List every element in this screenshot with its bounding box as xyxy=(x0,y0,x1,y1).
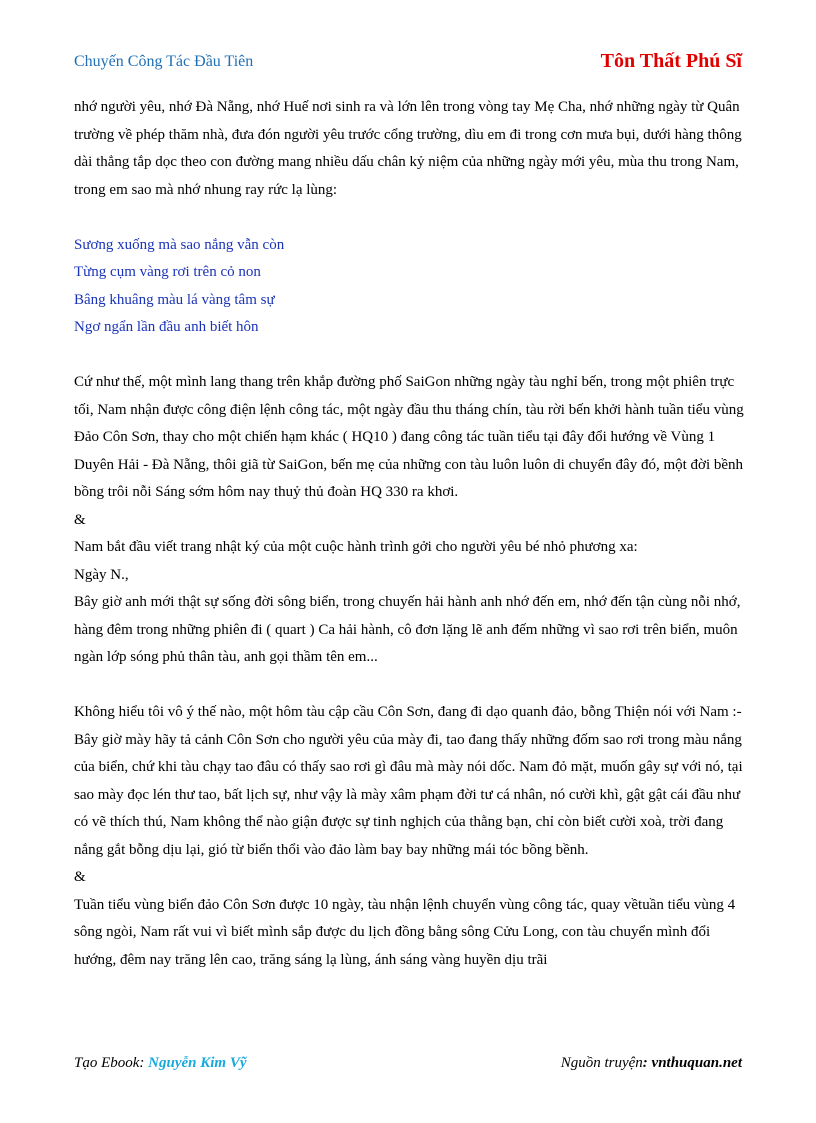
blank-line xyxy=(74,204,746,232)
ebook-creator-name: Nguyễn Kim Vỹ xyxy=(148,1055,247,1071)
poem-line-2: Từng cụm vàng rơi trên cỏ non xyxy=(74,264,261,280)
paragraph-1: nhớ người yêu, nhớ Đà Nẵng, nhớ Huế nơi sinh ra và lớn lên trong vòng tay Mẹ Cha, nhớ những ngày từ Quân trường về phép thăm nhà, đưa đón người yêu trước cổng trường, dìu em đi trong cơn mưa bụi, dưới hàng thông dài thẳng tắp dọc theo con đường mang nhiều dấu chân kỷ niệm của những ngày mới yêu, mùa thu trong Nam, trong em sao mà nhớ nhung ray rức lạ lùng: xyxy=(74,99,742,198)
source-site-link[interactable]: vnthuquan.net xyxy=(651,1055,742,1071)
separator-ampersand: & xyxy=(74,869,86,885)
ebook-label: Tạo Ebook xyxy=(74,1055,140,1071)
separator-ampersand: & xyxy=(74,511,86,528)
source-separator: : xyxy=(642,1055,652,1071)
blank-line xyxy=(74,672,746,700)
source-label: Nguồn truyện xyxy=(560,1055,643,1071)
story-body xyxy=(74,94,746,974)
diary-date: Ngày N., xyxy=(74,566,129,583)
header-author-name: Tôn Thất Phú Sĩ xyxy=(600,50,742,72)
poem xyxy=(74,232,746,342)
poem-line-4: Ngơ ngẩn lần đầu anh biết hôn xyxy=(74,319,259,335)
paragraph-6: Không hiểu tôi vô ý thế nào, một hôm tàu cập cầu Côn Sơn, đang đi dạo quanh đảo, bỗng Thiện nói với Nam :- Bây giờ mày hãy tả cảnh Côn Sơn cho người yêu của mày đi, tao đang thấy những đốm sao rơi trong màu nắng của biển, chứ khi tàu chạy tao đâu có thấy sao rơi gì đâu mà mày nói dốc. Nam đỏ mặt, muốn gây sự với nó, tại sao mày đọc lén thư tao, bất lịch sự, như vậy là mày xâm phạm đời tư cá nhân, nó cười khì, gật gật cái đầu như có vẽ thích thú, Nam không thể nào giận được sự tinh nghịch của thằng bạn, chỉ còn biết cười xoà, trời đang nắng gắt bỗng dịu lại, gió từ biển thổi vào đảo làm bay bay những mái tóc bồng bềnh. xyxy=(74,704,743,858)
header-story-title: Chuyến Công Tác Đầu Tiên xyxy=(74,53,254,70)
paragraph-7: Tuần tiểu vùng biển đảo Côn Sơn được 10 ngày, tàu nhận lệnh chuyển vùng công tác, quay vềtuần tiểu vùng 4 sông ngòi, Nam rất vui vì biết mình sắp được du lịch đồng bằng sông Cửu Long, con tàu chuyển mình đổi hướng, đêm nay trăng lên cao, trăng sáng lạ lùng, ánh sáng vàng huyền dịu trãi xyxy=(74,896,736,968)
paragraph-2: Cứ như thế, một mình lang thang trên khắp đường phố SaiGon những ngày tàu nghỉ bến, trong một phiên trực tối, Nam nhận được công điện lệnh công tác, một ngày đầu thu tháng chín, tàu rời bến khởi hành tuần tiểu vùng Đảo Côn Sơn, thay cho một chiến hạm khác ( HQ10 ) đang công tác tuần tiểu tại đây đổi hướng về Vùng 1 Duyên Hải - Đà Nẵng, thôi giã từ SaiGon, bến mẹ của những con tàu luôn luôn di chuyển đây đó, một đời bềnh bồng trôi nỗi Sáng sớm hôm nay thuỷ thủ đoàn HQ 330 ra khơi. xyxy=(74,374,744,500)
footer-ebook-credit xyxy=(74,1055,247,1072)
paragraph-5: Bây giờ anh mới thật sự sống đời sông biển, trong chuyến hải hành anh nhớ đến em, nhớ đến tận cùng nỗi nhớ, hàng đêm trong những phiên đi ( quart ) Ca hải hành, cô đơn lặng lẽ anh đếm những vì sao rơi trên biển, muôn ngàn lớp sóng phủ thân tàu, anh gọi thầm tên em... xyxy=(74,594,741,665)
paragraph-3: Nam bắt đầu viết trang nhật ký của một cuộc hành trình gởi cho người yêu bé nhỏ phương xa: xyxy=(74,539,638,555)
blank-line xyxy=(74,342,746,370)
ebook-separator: : xyxy=(139,1055,149,1071)
poem-line-1: Sương xuống mà sao nắng vẫn còn xyxy=(74,236,285,253)
poem-line-3: Bâng khuâng màu lá vàng tâm sự xyxy=(74,291,275,308)
footer-source-credit xyxy=(561,1055,742,1072)
